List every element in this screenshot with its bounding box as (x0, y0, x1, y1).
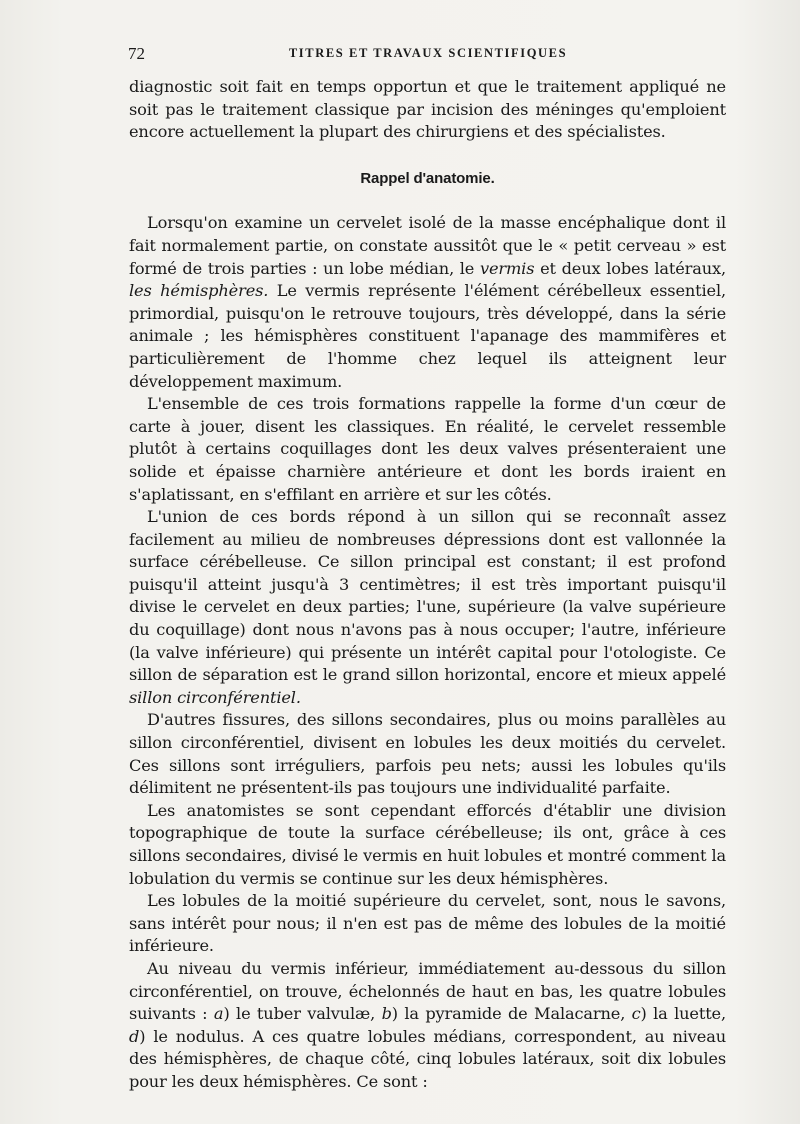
paragraph (129, 958, 726, 1094)
body-text (129, 76, 726, 1094)
italic-term: les hémisphères. (129, 281, 269, 301)
paragraph: D'autres fissures, des sillons secondaires, plus ou moins parallèles au sillon circonférentiel, divisent en lobules les deux moitiés du cervelet. Ces sillons sont irréguliers, parfois peu nets; aussi les lobules qu'ils délimitent ne présentent-ils pas toujours une individualité parfaite. (129, 710, 726, 798)
italic-letter: d (129, 1026, 140, 1046)
text-run: ) la pyramide de Malacarne, (391, 1004, 632, 1024)
running-head: TITRES ET TRAVAUX SCIENTIFIQUES (288, 46, 568, 60)
paragraph: Les anatomistes se sont cependant efforcés d'établir une division topographique de toute la surface cérébelleuse; ils ont, grâce à ces sillons secondaires, divisé le vermis en huit lobules et montré comment la lobulation du vermis se continue sur les deux hémisphères. (129, 800, 726, 888)
paragraph (129, 212, 726, 393)
text-run: ) la luette, (640, 1004, 726, 1024)
page-number: 72 (128, 44, 145, 63)
italic-term: vermis (479, 258, 535, 278)
paragraph: Les lobules de la moitié supérieure du cervelet, sont, nous le savons, sans intérêt pour nous; il n'en est pas de même des lobules de la moitié inférieure. (129, 891, 726, 956)
italic-letter: a (213, 1004, 224, 1024)
text-run: L'union de ces bords répond à un sillon qui se reconnaît assez facilement au milieu de nombreuses dépressions dont est vallonnée la surface cérébelleuse. Ce sillon principal est constant; il est profond puisqu'il atteint jusqu'à 3 centimètres; il est très important puisqu'il divise le cervelet en deux parties; l'une, supérieure (la valve supérieure du coquillage) dont nous n'avons pas à nous occuper; l'autre, inférieure (la valve inférieure) qui présente un intérêt capital pour l'otologiste. Ce sillon de séparation est le grand sillon horizontal, encore et mieux appelé (129, 507, 726, 685)
paragraph: L'ensemble de ces trois formations rappelle la forme d'un cœur de carte à jouer, disent les classiques. En réalité, le cervelet ressemble plutôt à certains coquillages dont les deux valves présenteraient une solide et épaisse charnière antérieure et dont les bords iraient en s'aplatissant, en s'effilant en arrière et sur les côtés. (129, 394, 726, 504)
text-run: ) le nodulus. A ces quatre lobules médians, correspondent, au niveau des hémisphères, de chaque côté, cinq lobules latéraux, soit dix lobules pour les deux hémisphères. Ce sont : (129, 1026, 726, 1091)
text-run: Le vermis représente l'élément cérébelleux essentiel, primordial, puisqu'on le retrouve toujours, très développé, dans la série animale ; les hémisphères constituent l'apanage des mammifères et particulièrement de l'homme chez lequel ils atteignent leur développement maximum. (129, 281, 726, 391)
page-header (128, 44, 728, 66)
text-run: ) le tuber valvulæ, (223, 1004, 382, 1024)
paragraph (129, 506, 726, 709)
text-run: Lorsqu'on examine un cervelet isolé de la masse encéphalique dont il fait normalement partie, on constate aussitôt que le « petit cerveau » est formé de trois parties : un lobe médian, le (129, 213, 726, 278)
text-run: et deux lobes latéraux, (534, 258, 726, 278)
paragraph-continuation: diagnostic soit fait en temps opportun et que le traitement appliqué ne soit pas le traitement classique par incision des méninges qu'emploient encore actuellement la plupart des chirurgiens et des spécialistes. (129, 77, 726, 142)
italic-term: sillon circonférentiel. (129, 687, 301, 707)
italic-letter: c (631, 1004, 641, 1024)
text-run: Au niveau du vermis inférieur, immédiatement au-dessous du sillon circonférentiel, on trouve, échelonnés de haut en bas, les quatre lobules suivants : (129, 958, 726, 1024)
italic-letter: b (381, 1004, 392, 1024)
section-heading: Rappel d'anatomie. (360, 169, 495, 187)
